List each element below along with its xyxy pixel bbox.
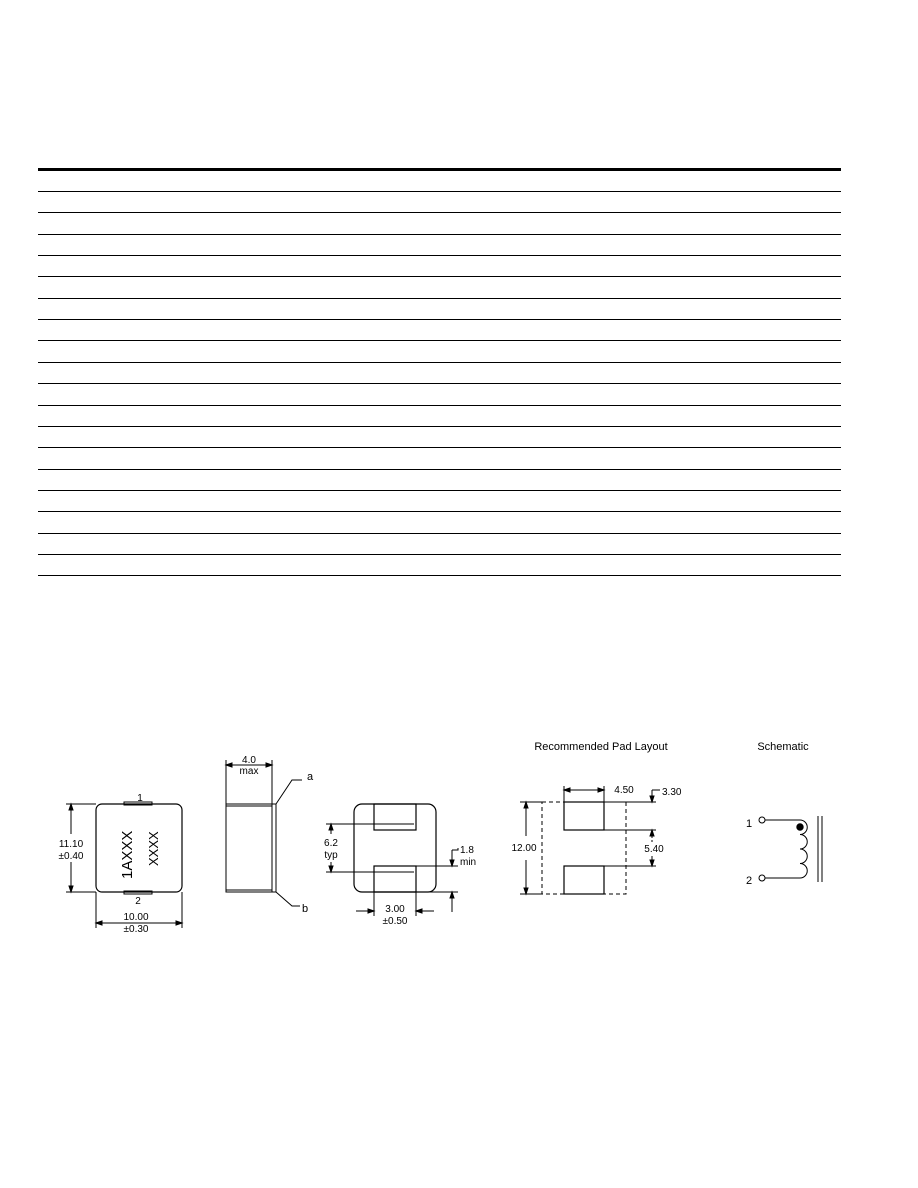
table-row-rule <box>38 276 841 277</box>
spacing-dim-value: 6.2 <box>324 838 338 849</box>
schematic-pin-1: 1 <box>746 818 753 830</box>
table-row-rule <box>38 490 841 491</box>
table-row-rule <box>38 319 841 320</box>
polarity-dot <box>797 824 803 830</box>
front-marking-secondary: XXXX <box>146 831 161 866</box>
table-row-rule <box>38 362 841 363</box>
height-dim-value: 11.10 <box>58 839 84 850</box>
pad-top <box>564 802 604 830</box>
callout-b: b <box>302 903 309 915</box>
width-dim-value: 10.00 <box>123 912 149 923</box>
side-view <box>226 760 302 906</box>
table-row-rule <box>38 469 841 470</box>
thickness-dim-note: max <box>239 766 259 777</box>
bottom-terminal-top <box>374 804 416 830</box>
side-view-body <box>226 804 272 892</box>
bottom-view-body <box>354 804 436 892</box>
pad-bottom <box>564 866 604 894</box>
pad-layout <box>520 786 660 894</box>
pad-height-dim: 3.30 <box>662 787 682 798</box>
table-row-rule <box>38 212 841 213</box>
table-row-rule <box>38 234 841 235</box>
table-top-rule <box>38 168 841 171</box>
table-row-rule <box>38 191 841 192</box>
width-dim-tol: ±0.30 <box>123 924 149 935</box>
terminal-dim-note: min <box>460 857 477 868</box>
table-row-rule <box>38 340 841 341</box>
terminal-dim-value: 1.8 <box>460 845 474 856</box>
schematic-pin-2: 2 <box>746 875 753 887</box>
table-row-rule <box>38 554 841 555</box>
table-row-rule <box>38 298 841 299</box>
pad-outline <box>542 802 626 894</box>
schematic-title: Schematic <box>757 741 809 753</box>
bottom-width-dim-tol: ±0.50 <box>382 916 408 927</box>
table-row-rule <box>38 405 841 406</box>
mechanical-drawing <box>0 720 918 950</box>
pin-2-node <box>759 875 765 881</box>
callout-a: a <box>307 771 314 783</box>
pad-layout-title: Recommended Pad Layout <box>534 741 668 753</box>
pad-overall-height-dim: 12.00 <box>511 843 537 854</box>
height-dim-tol: ±0.40 <box>58 851 84 862</box>
bottom-terminal-bottom <box>374 866 416 892</box>
schematic <box>759 816 822 882</box>
table-row-rule <box>38 255 841 256</box>
bottom-width-dim-value: 3.00 <box>385 904 405 915</box>
table-row-rule <box>38 426 841 427</box>
front-marking-main: 1AXXX <box>119 830 136 879</box>
table-row-rule <box>38 447 841 448</box>
table-row-rule <box>38 575 841 576</box>
pin-bottom-label: 2 <box>135 896 141 907</box>
table-row-rule <box>38 511 841 512</box>
spacing-dim-note: typ <box>324 850 338 861</box>
pin-top-label: 1 <box>137 793 143 804</box>
thickness-dim-value: 4.0 <box>242 755 256 766</box>
table-row-rule <box>38 533 841 534</box>
bottom-view <box>326 804 458 916</box>
pad-width-dim: 4.50 <box>614 785 634 796</box>
front-view-body <box>96 804 182 892</box>
pin-1-node <box>759 817 765 823</box>
pad-gap-dim: 5.40 <box>644 844 664 855</box>
table-row-rule <box>38 383 841 384</box>
